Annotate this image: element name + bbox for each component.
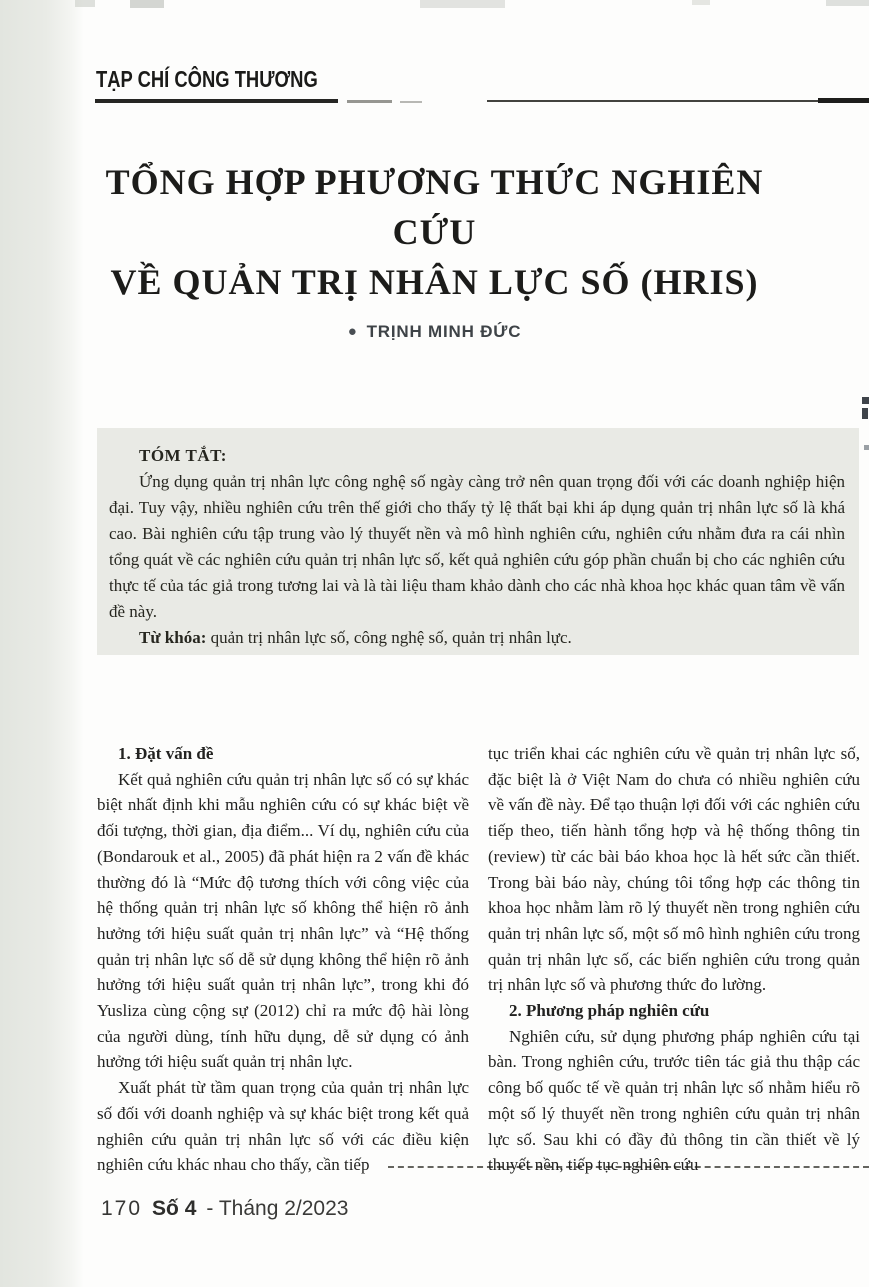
article-title <box>60 157 809 307</box>
issue-label: Số 4 <box>152 1197 197 1220</box>
header-rule-segment <box>487 100 859 102</box>
scan-edge-mark <box>862 397 869 404</box>
scan-edge-mark <box>864 445 869 450</box>
article-title-line-2: VỀ QUẢN TRỊ NHÂN LỰC SỐ (HRIS) <box>110 262 759 302</box>
scan-speck <box>826 0 869 6</box>
scan-speck <box>75 0 95 7</box>
right-column-paragraph-1: tục triển khai các nghiên cứu về quản trị nhân lực số, đặc biệt là ở Việt Nam do chưa có nhiều nghiên cứu về vấn đề này. Để tạo thuận lợi đối với các nghiên cứu tiếp theo, tiến hành tổng hợp và hệ thống thông tin (review) từ các bài báo khoa học là hết sức cần thiết. Trong bài báo này, chúng tôi tổng hợp các thông tin khoa học nhằm làm rõ lý thuyết nền trong nghiên cứu quản trị nhân lực số, một số mô hình nghiên cứu trong quản trị nhân lực số, các biến nghiên cứu trong quản trị nhân lực số và phương thức đo lường. <box>488 744 860 995</box>
keywords-text: quản trị nhân lực số, công nghệ số, quản trị nhân lực. <box>206 628 572 647</box>
section-1-heading: 1. Đặt vấn đề <box>118 744 214 763</box>
page-number: 170 <box>101 1197 143 1220</box>
right-column-paragraph-2: Nghiên cứu, sử dụng phương pháp nghiên cứu tại bàn. Trong nghiên cứu, trước tiên tác giả thu thập các công bố quốc tế về quản trị nhân lực số nhằm hiểu rõ một số lý thuyết nền trong nghiên cứu quản trị nhân lực số. Sau khi có đầy đủ thông tin cần thiết về lý thuyết nền, tiếp tục nghiên cứu <box>488 1026 860 1175</box>
body-columns <box>97 741 860 1178</box>
author-line <box>0 322 869 342</box>
article-title-line-1: TỔNG HỢP PHƯƠNG THỨC NGHIÊN CỨU <box>105 162 764 252</box>
left-column-paragraph-1: Kết quả nghiên cứu quản trị nhân lực số có sự khác biệt nhất định khi mẫu nghiên cứu có sự khác biệt về đối tượng, thời gian, địa điểm... Ví dụ, nghiên cứu của (Bondarouk et al., 2005) đã phát hiện ra 2 vấn đề khác thường đó là “Mức độ tương thích với công việc của hệ thống quản trị nhân lực số không thể hiện rõ ảnh hưởng tới hiệu suất quản trị nhân lực” và “Hệ thống quản trị nhân lực số dễ sử dụng không thể hiện rõ ảnh hưởng tới hiệu suất quản trị nhân lực”, trong khi đó Yusliza cùng cộng sự (2012) chỉ ra mức độ hài lòng của người dùng, tính hữu dụng, dễ sử dụng có ảnh hưởng tới hiệu suất quản trị nhân lực. <box>97 769 469 1072</box>
journal-name-header: TẠP CHÍ CÔNG THƯƠNG <box>96 66 318 92</box>
scan-edge-mark <box>862 408 868 419</box>
section-2-heading: 2. Phương pháp nghiên cứu <box>509 1001 710 1021</box>
right-column <box>488 741 860 1178</box>
left-column-paragraph-2: Xuất phát từ tầm quan trọng của quản trị nhân lực số đối với doanh nghiệp và sự khác biệt trong kết quả nghiên cứu quản trị nhân lực số với các điều kiện nghiên cứu khác nhau cho thấy, cần tiếp <box>97 1078 469 1175</box>
abstract-heading: TÓM TẮT: <box>139 446 227 465</box>
header-rule-segment <box>400 101 422 103</box>
issue-date: - Tháng 2/2023 <box>206 1197 349 1220</box>
header-rule-segment <box>818 98 869 103</box>
left-column <box>97 741 469 1178</box>
author-bullet-icon: ● <box>347 323 358 340</box>
author-name: TRỊNH MINH ĐỨC <box>366 322 522 341</box>
keywords-label: Từ khóa: <box>139 628 207 647</box>
header-rule-segment <box>347 100 392 103</box>
page-footer <box>101 1197 348 1221</box>
scan-speck <box>692 0 710 5</box>
abstract-box <box>97 428 859 655</box>
keywords-line <box>109 625 845 651</box>
scan-speck <box>420 0 505 8</box>
abstract-text: Ứng dụng quản trị nhân lực công nghệ số ngày càng trở nên quan trọng đối với các doanh nghiệp hiện đại. Tuy vậy, nhiều nghiên cứu trên thế giới cho thấy tỷ lệ thất bại khi áp dụng quản trị nhân lực số là khá cao. Bài nghiên cứu tập trung vào lý thuyết nền và mô hình nghiên cứu, nghiên cứu nhằm đưa ra cái nhìn tổng quát về các nghiên cứu quản trị nhân lực số, kết quả nghiên cứu góp phần chuẩn bị cho các nghiên cứu thực tế của tác giả trong tương lai và là tài liệu tham khảo dành cho các nhà khoa học khác quan tâm về vấn đề này. <box>109 472 845 621</box>
scan-speck <box>130 0 164 8</box>
header-rule-segment <box>95 99 338 103</box>
